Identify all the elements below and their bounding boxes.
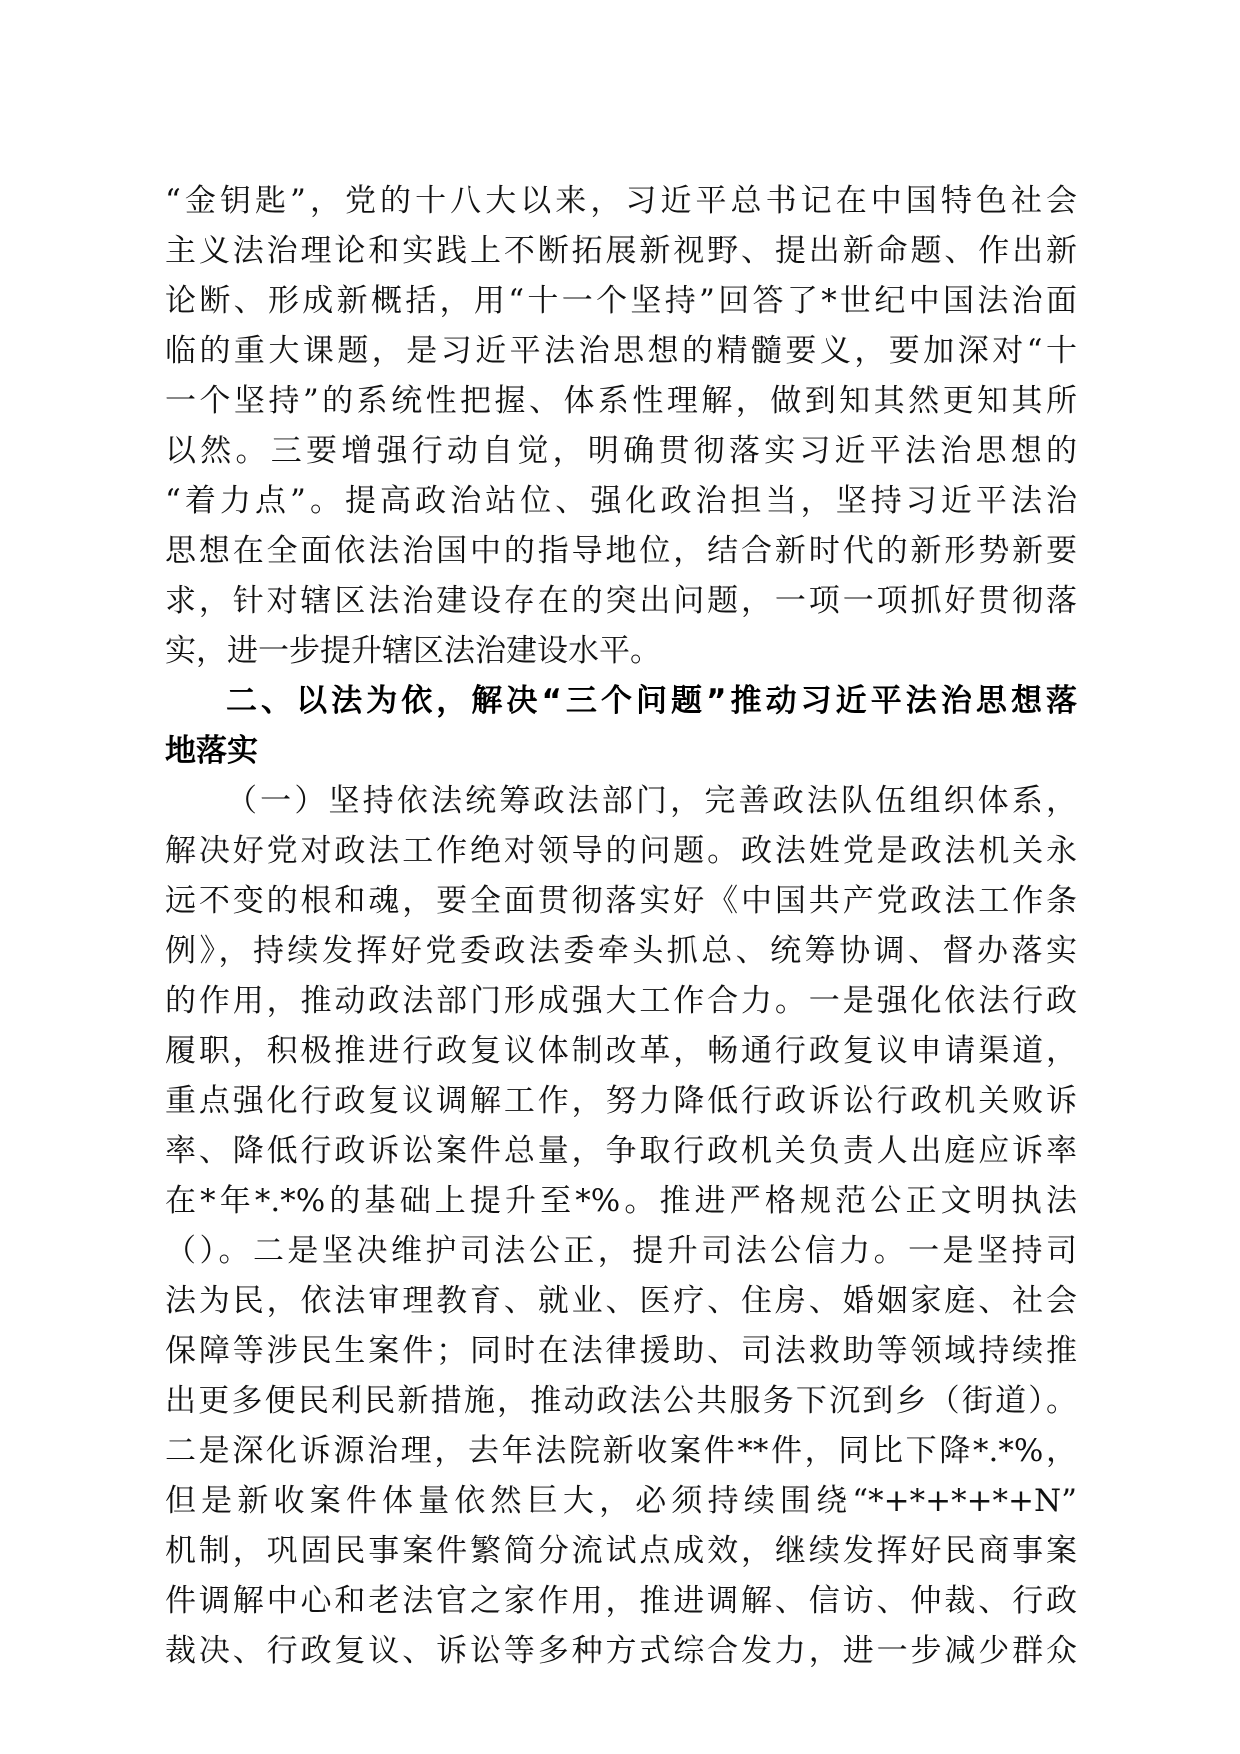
text-line: 求，针对辖区法治建设存在的突出问题，一项一项抓好贯彻落: [165, 583, 1077, 619]
text-line: 实，进一步提升辖区法治建设水平。: [165, 633, 661, 669]
text-line: 例》，持续发挥好党委政法委牵头抓总、统筹协调、督办落实: [165, 933, 1077, 969]
text-line: 以然。三要增强行动自觉，明确贯彻落实习近平法治思想的: [165, 433, 1077, 469]
text-line: 远不变的根和魂，要全面贯彻落实好《中国共产党政法工作条: [165, 883, 1077, 919]
text-line: 出更多便民利民新措施，推动政法公共服务下沉到乡（街道）。: [165, 1383, 1077, 1419]
text-line: 临的重大课题，是习近平法治思想的精髓要义，要加深对“十: [165, 333, 1077, 369]
text-line: “着力点”。提高政治站位、强化政治担当，坚持习近平法治: [165, 483, 1077, 519]
text-line: 一个坚持”的系统性把握、体系性理解，做到知其然更知其所: [165, 383, 1077, 419]
text-line: 法为民，依法审理教育、就业、医疗、住房、婚姻家庭、社会: [165, 1283, 1077, 1319]
text-line: 论断、形成新概括，用“十一个坚持”回答了*世纪中国法治面: [165, 283, 1077, 319]
text-line: 二是深化诉源治理，去年法院新收案件**件，同比下降*.*%，: [165, 1433, 1077, 1469]
text-line: 的作用，推动政法部门形成强大工作合力。一是强化依法行政: [165, 983, 1077, 1019]
text-line: 机制，巩固民事案件繁简分流试点成效，继续发挥好民商事案: [165, 1533, 1077, 1569]
text-line: 保障等涉民生案件；同时在法律援助、司法救助等领域持续推: [165, 1333, 1077, 1369]
text-line: “金钥匙”，党的十八大以来，习近平总书记在中国特色社会: [165, 183, 1077, 219]
text-line: 率、降低行政诉讼案件总量，争取行政机关负责人出庭应诉率: [165, 1133, 1077, 1169]
text-line: 在*年*.*%的基础上提升至*%。推进严格规范公正文明执法: [165, 1183, 1077, 1219]
text-line: 思想在全面依法治国中的指导地位，结合新时代的新形势新要: [165, 533, 1077, 569]
text-line: 件调解中心和老法官之家作用，推进调解、信访、仲裁、行政: [165, 1583, 1077, 1619]
text-line: （一）坚持依法统筹政法部门，完善政法队伍组织体系，: [226, 783, 1077, 819]
section-heading: 二、以法为依，解决“三个问题”推动习近平法治思想落: [226, 683, 1077, 719]
text-line: 但是新收案件体量依然巨大，必须持续围绕“*+*+*+*+N”: [165, 1483, 1077, 1519]
text-line: （）。二是坚决维护司法公正，提升司法公信力。一是坚持司: [165, 1233, 1077, 1269]
text-line: 解决好党对政法工作绝对领导的问题。政法姓党是政法机关永: [165, 833, 1077, 869]
text-line: 裁决、行政复议、诉讼等多种方式综合发力，进一步减少群众: [165, 1633, 1077, 1669]
section-heading: 地落实: [165, 733, 258, 769]
text-line: 主义法治理论和实践上不断拓展新视野、提出新命题、作出新: [165, 233, 1077, 269]
text-line: 履职，积极推进行政复议体制改革，畅通行政复议申请渠道，: [165, 1033, 1077, 1069]
text-line: 重点强化行政复议调解工作，努力降低行政诉讼行政机关败诉: [165, 1083, 1077, 1119]
